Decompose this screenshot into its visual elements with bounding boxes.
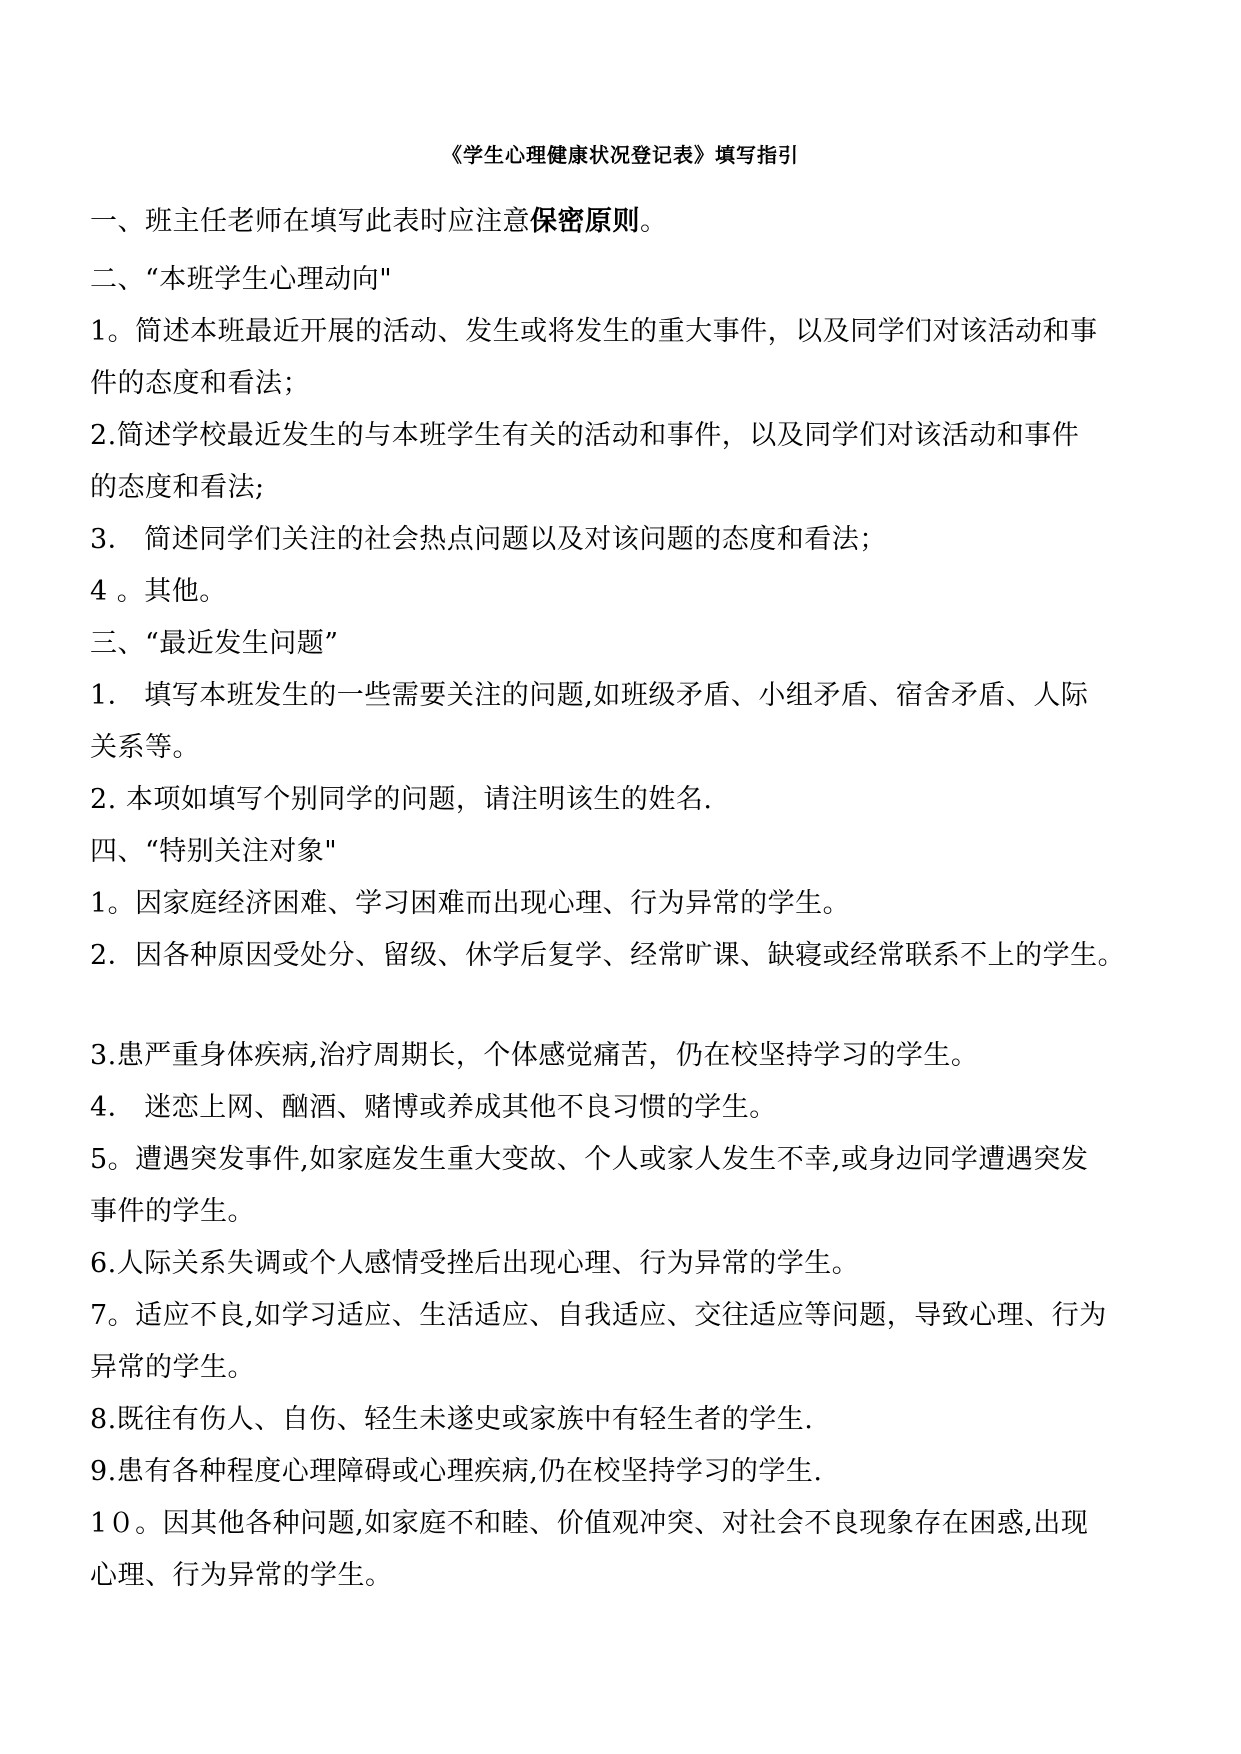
section-3-line: 关系等。 <box>90 732 200 763</box>
section-4-line: 7。适应不良,如学习适应、生活适应、自我适应、交往适应等问题，导致心理、行为 <box>90 1300 1107 1331</box>
section-4-line: 9.患有各种程度心理障碍或心理疾病,仍在校坚持学习的学生. <box>90 1456 823 1487</box>
section-4-line: 事件的学生。 <box>90 1196 255 1227</box>
section-4-heading: 四、“特别关注对象" <box>90 836 338 867</box>
section-4-line: 1。因家庭经济困难、学习困难而出现心理、行为异常的学生。 <box>90 888 851 919</box>
section-2-line: 3． 简述同学们关注的社会热点问题以及对该问题的态度和看法； <box>90 524 887 555</box>
section-3-heading: 三、“最近发生问题” <box>90 628 339 659</box>
section-4-line: 2．因各种原因受处分、留级、休学后复学、经常旷课、缺寝或经常联系不上的学生。 <box>90 940 1126 971</box>
spacer <box>90 982 1155 1030</box>
confidentiality-emphasis: 保密原则 <box>530 206 640 237</box>
section-4-line: 8.既往有伤人、自伤、轻生未遂史或家族中有轻生者的学生. <box>90 1404 814 1435</box>
section-4-line: 1０。因其他各种问题,如家庭不和睦、价值观冲突、对社会不良现象存在困惑,出现 <box>90 1508 1089 1539</box>
section-4-line: 心理、行为异常的学生。 <box>90 1560 393 1591</box>
section-4-line: 5。遭遇突发事件,如家庭发生重大变故、个人或家人发生不幸,或身边同学遭遇突发 <box>90 1144 1089 1175</box>
section-4-line: 6.人际关系失调或个人感情受挫后出现心理、行为异常的学生。 <box>90 1248 860 1279</box>
section-1-text: 一、班主任老师在填写此表时应注意 <box>90 206 530 237</box>
section-4-line: 4． 迷恋上网、酗酒、赌博或养成其他不良习惯的学生。 <box>90 1092 777 1123</box>
section-2-line: 1。简述本班最近开展的活动、发生或将发生的重大事件，以及同学们对该活动和事 <box>90 316 1098 347</box>
document-body <box>90 196 1155 1602</box>
section-1-line <box>90 196 1155 248</box>
section-3-line: 1． 填写本班发生的一些需要关注的问题,如班级矛盾、小组矛盾、宿舍矛盾、人际 <box>90 680 1089 711</box>
section-4-line: 3.患严重身体疾病,治疗周期长，个体感觉痛苦，仍在校坚持学习的学生。 <box>90 1040 979 1071</box>
section-2-line: 的态度和看法; <box>90 472 265 503</box>
section-2-heading: 二、“本班学生心理动向" <box>90 264 393 295</box>
section-2-line: 4 。其他。 <box>90 576 227 607</box>
document-title: 《学生心理健康状况登记表》填写指引 <box>442 143 799 167</box>
section-2-line: 件的态度和看法； <box>90 368 310 399</box>
section-2-line: 2.简述学校最近发生的与本班学生有关的活动和事件，以及同学们对该活动和事件 <box>90 420 1080 451</box>
section-1-suffix: 。 <box>640 206 668 237</box>
section-4-line: 异常的学生。 <box>90 1352 255 1383</box>
section-3-line: 2. 本项如填写个别同学的问题，请注明该生的姓名. <box>90 784 713 815</box>
